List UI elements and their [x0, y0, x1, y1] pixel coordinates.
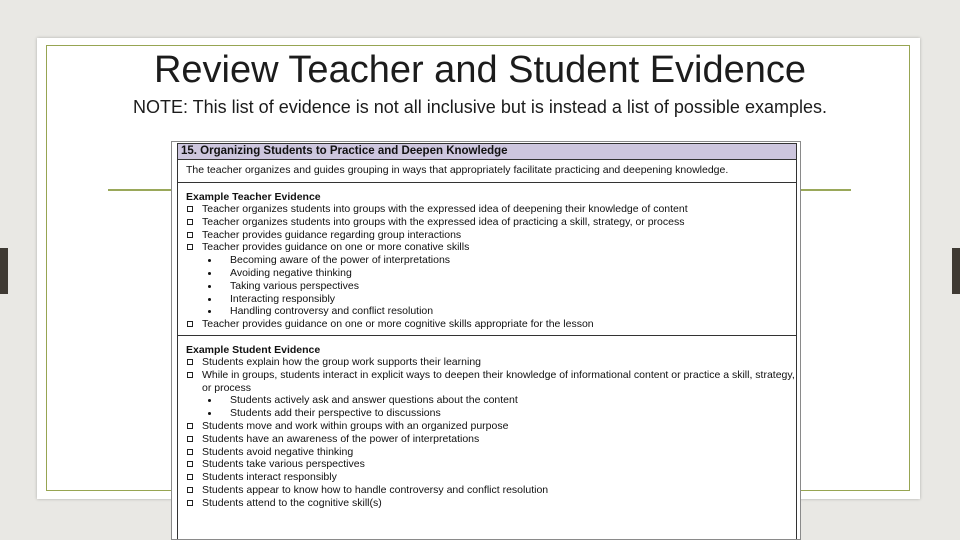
document-header: 15. Organizing Students to Practice and Deepen Knowledge [178, 143, 796, 159]
teacher-evidence-section [178, 183, 796, 336]
list-item: Students avoid negative thinking [186, 446, 796, 459]
slide-title: Review Teacher and Student Evidence [153, 49, 807, 91]
bullet-icon [208, 285, 211, 288]
checkbox-icon [187, 461, 193, 467]
list-item: Students attend to the cognitive skill(s) [186, 497, 796, 510]
right-divider [795, 189, 851, 191]
checkbox-icon [187, 487, 193, 493]
list-item: Teacher provides guidance on one or more cognitive skills appropriate for the lesson [186, 318, 796, 331]
checkbox-icon [187, 436, 193, 442]
sub-item: Becoming aware of the power of interpretations [186, 254, 796, 267]
checkbox-icon [187, 474, 193, 480]
bullet-icon [208, 259, 211, 262]
checkbox-icon [187, 232, 193, 238]
checkbox-icon [187, 372, 193, 378]
checkbox-icon [187, 500, 193, 506]
bullet-icon [208, 412, 211, 415]
list-item: Students interact responsibly [186, 471, 796, 484]
sub-item: Handling controversy and conflict resolution [186, 305, 796, 318]
list-item: While in groups, students interact in explicit ways to deepen their knowledge of informational content or practice a skill, strategy, or process [186, 369, 796, 395]
list-item: Students take various perspectives [186, 458, 796, 471]
bullet-icon [208, 298, 211, 301]
left-divider [108, 189, 178, 191]
checkbox-icon [187, 206, 193, 212]
bullet-icon [208, 399, 211, 402]
list-item: Teacher organizes students into groups with the expressed idea of deepening their knowledge of content [186, 203, 796, 216]
checkbox-icon [187, 359, 193, 365]
document-description: The teacher organizes and guides grouping in ways that appropriately facilitate practicing and deepening knowledge. [178, 159, 796, 183]
list-item: Students move and work within groups with an organized purpose [186, 420, 796, 433]
teacher-evidence-title: Example Teacher Evidence [186, 191, 321, 203]
list-item: Teacher provides guidance regarding group interactions [186, 229, 796, 242]
checkbox-icon [187, 449, 193, 455]
checkbox-icon [187, 321, 193, 327]
checkbox-icon [187, 423, 193, 429]
sub-item: Students actively ask and answer questions about the content [186, 394, 796, 407]
left-frame-bar [0, 248, 8, 294]
slide-note: NOTE: This list of evidence is not all inclusive but is instead a list of possible examples. [133, 97, 827, 117]
list-item: Teacher organizes students into groups with the expressed idea of practicing a skill, strategy, or process [186, 216, 796, 229]
list-item: Students appear to know how to handle controversy and conflict resolution [186, 484, 796, 497]
right-frame-bar [952, 248, 960, 294]
checkbox-icon [187, 219, 193, 225]
sub-item: Avoiding negative thinking [186, 267, 796, 280]
student-evidence-section [178, 336, 796, 514]
list-item: Students explain how the group work supports their learning [186, 356, 796, 369]
checkbox-icon [187, 244, 193, 250]
bullet-icon [208, 272, 211, 275]
sub-item: Taking various perspectives [186, 280, 796, 293]
evidence-document [171, 141, 801, 540]
list-item: Students have an awareness of the power of interpretations [186, 433, 796, 446]
list-item: Teacher provides guidance on one or more conative skills [186, 241, 796, 254]
document-table [177, 143, 797, 540]
sub-item: Students add their perspective to discussions [186, 407, 796, 420]
sub-item: Interacting responsibly [186, 293, 796, 306]
bullet-icon [208, 310, 211, 313]
student-evidence-title: Example Student Evidence [186, 343, 321, 356]
